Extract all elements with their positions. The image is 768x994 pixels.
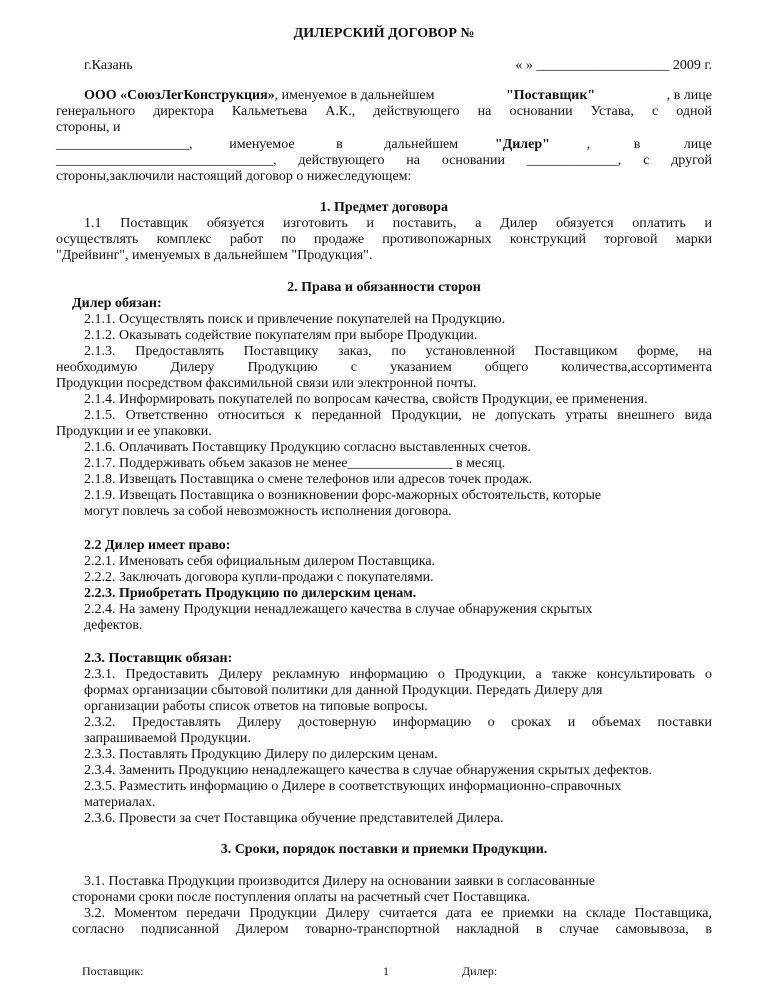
- company-name: ООО «СоюзЛегКонструкция»: [84, 88, 275, 103]
- supplier-obligations-heading: 2.3. Поставщик обязан:: [84, 651, 233, 666]
- clause: 2.2.4. На замену Продукции ненадлежащего качества в случае обнаружения скрытых: [84, 602, 593, 617]
- dealer-obligations-heading: Дилер обязан:: [72, 296, 162, 311]
- clause: 3.2. Моментом передачи Продукции Дилеру считается дата ее приемки на складе Поставщика,: [84, 906, 712, 921]
- clause: 2.3.1. Предоставить Дилеру рекламную информацию о Продукции, а также консультировать о: [84, 667, 712, 682]
- clause: могут повлечь за собой невозможность исполнения договора.: [84, 504, 452, 519]
- preamble-line-6: стороны,заключили настоящий договор о нижеследующем:: [56, 169, 412, 184]
- clause: 2.2.3. Приобретать Продукцию по дилерским ценам.: [84, 586, 417, 601]
- clause: Продукции и ее упаковки.: [56, 424, 212, 439]
- section-3-heading: 3. Сроки, порядок поставки и приемки Продукции.: [220, 842, 548, 857]
- supplier-term: "Поставщик": [505, 88, 596, 103]
- clause: формах организации сбытовой политики для данной Продукции. Передать Дилеру для: [84, 683, 603, 698]
- preamble-line-3: стороны, и: [56, 120, 121, 135]
- clause: 2.2.1. Именовать себя официальным дилером Поставщика.: [84, 554, 436, 569]
- clause: 2.1.4. Информировать покупателей по вопросам качества, свойств Продукции, ее применения.: [84, 392, 648, 407]
- clause: запрашиваемой Продукции.: [84, 731, 251, 746]
- section-1-line: осуществлять комплекс работ по продаже противопожарных конструкций торговой марки: [56, 232, 712, 247]
- dealer-term: "Дилер": [494, 137, 550, 152]
- clause: 2.1.9. Извещать Поставщика о возникновении форс-мажорных обстоятельств, которые: [84, 488, 602, 503]
- clause: 2.3.6. Провести за счет Поставщика обучение представителей Дилера.: [84, 811, 504, 826]
- clause: 2.3.3. Поставлять Продукцию Дилеру по дилерским ценам.: [84, 747, 438, 762]
- clause: согласно подписанной Дилером товарно-транспортной накладной в случае самовывоза, в: [72, 922, 712, 937]
- dealer-rights-heading: 2.2 Дилер имеет право:: [84, 538, 231, 553]
- preamble-text: именуемое в дальнейшем: [229, 137, 459, 152]
- clause: организации работы список ответов на типовые вопросы.: [84, 699, 428, 714]
- page-number: 1: [383, 964, 389, 978]
- document-title: ДИЛЕРСКИЙ ДОГОВОР №: [293, 26, 475, 41]
- clause: Продукции посредством факсимильной связи или электронной почты.: [56, 376, 477, 391]
- clause: 2.1.5. Ответственно относиться к переданной Продукции, не допускать утраты внешнего вида: [84, 408, 712, 423]
- city: г.Казань: [84, 58, 133, 73]
- clause: 2.3.2. Предоставлять Дилеру достоверную информацию о сроках и объемах поставки: [84, 715, 712, 730]
- clause: 2.1.1. Осуществлять поиск и привлечение покупателей на Продукцию.: [84, 312, 506, 327]
- footer-dealer: Дилер:: [462, 964, 498, 978]
- footer-supplier: Поставщик:: [82, 964, 144, 978]
- clause: 2.1.3. Предоставлять Поставщику заказ, по установленной Поставщиком форме, на: [84, 344, 712, 359]
- clause: 3.1. Поставка Продукции производится Дилеру на основании заявки в согласованные: [84, 874, 595, 889]
- clause: 2.1.7. Поддерживать объем заказов не менее_______________ в месяц.: [84, 456, 506, 471]
- clause: 2.3.5. Разместить информацию о Дилере в соответствующих информационно-справочных: [84, 779, 622, 794]
- preamble-line-4: [56, 137, 712, 153]
- clause: 2.1.8. Извещать Поставщика о смене телефонов или адресов точек продаж.: [84, 472, 533, 487]
- clause: материалах.: [84, 795, 156, 810]
- contract-date: « » ___________________ 2009 г.: [515, 58, 712, 73]
- section-2-heading: 2. Права и обязанности сторон: [287, 280, 481, 295]
- preamble-line-2: генерального директора Кальметьева А.К., действующего на основании Устава, с одной: [56, 104, 712, 119]
- clause: 2.1.2. Оказывать содействие покупателям при выборе Продукции.: [84, 328, 478, 343]
- preamble-line-1: [84, 88, 712, 104]
- preamble-text: , в лице: [666, 88, 712, 103]
- clause: необходимую Дилеру Продукцию с указанием общего количества,ассортимента: [56, 360, 712, 375]
- preamble-text: , именуемое в дальнейшем: [274, 88, 435, 103]
- preamble-text: , в лице: [586, 137, 712, 152]
- section-1-heading: 1. Предмет договора: [320, 200, 448, 215]
- blank-field: ___________________,: [56, 137, 193, 152]
- clause: 2.1.6. Оплачивать Поставщику Продукцию согласно выставленных счетов.: [84, 440, 531, 455]
- preamble-line-5: _______________________________, действующего на основании _____________, с другой: [56, 153, 712, 168]
- clause: 2.3.4. Заменить Продукцию ненадлежащего качества в случае обнаружения скрытых дефектов.: [84, 763, 652, 778]
- clause: сторонами сроки после поступления оплаты на расчетный счет Поставщика.: [72, 890, 531, 905]
- clause: 2.2.2. Заключать договора купли-продажи с покупателями.: [84, 570, 434, 585]
- section-1-line: "Дрейвинг", именуемых в дальнейшем "Продукция".: [56, 248, 373, 263]
- section-1-line: 1.1 Поставщик обязуется изготовить и поставить, а Дилер обязуется оплатить и: [84, 216, 712, 231]
- clause: дефектов.: [84, 618, 143, 633]
